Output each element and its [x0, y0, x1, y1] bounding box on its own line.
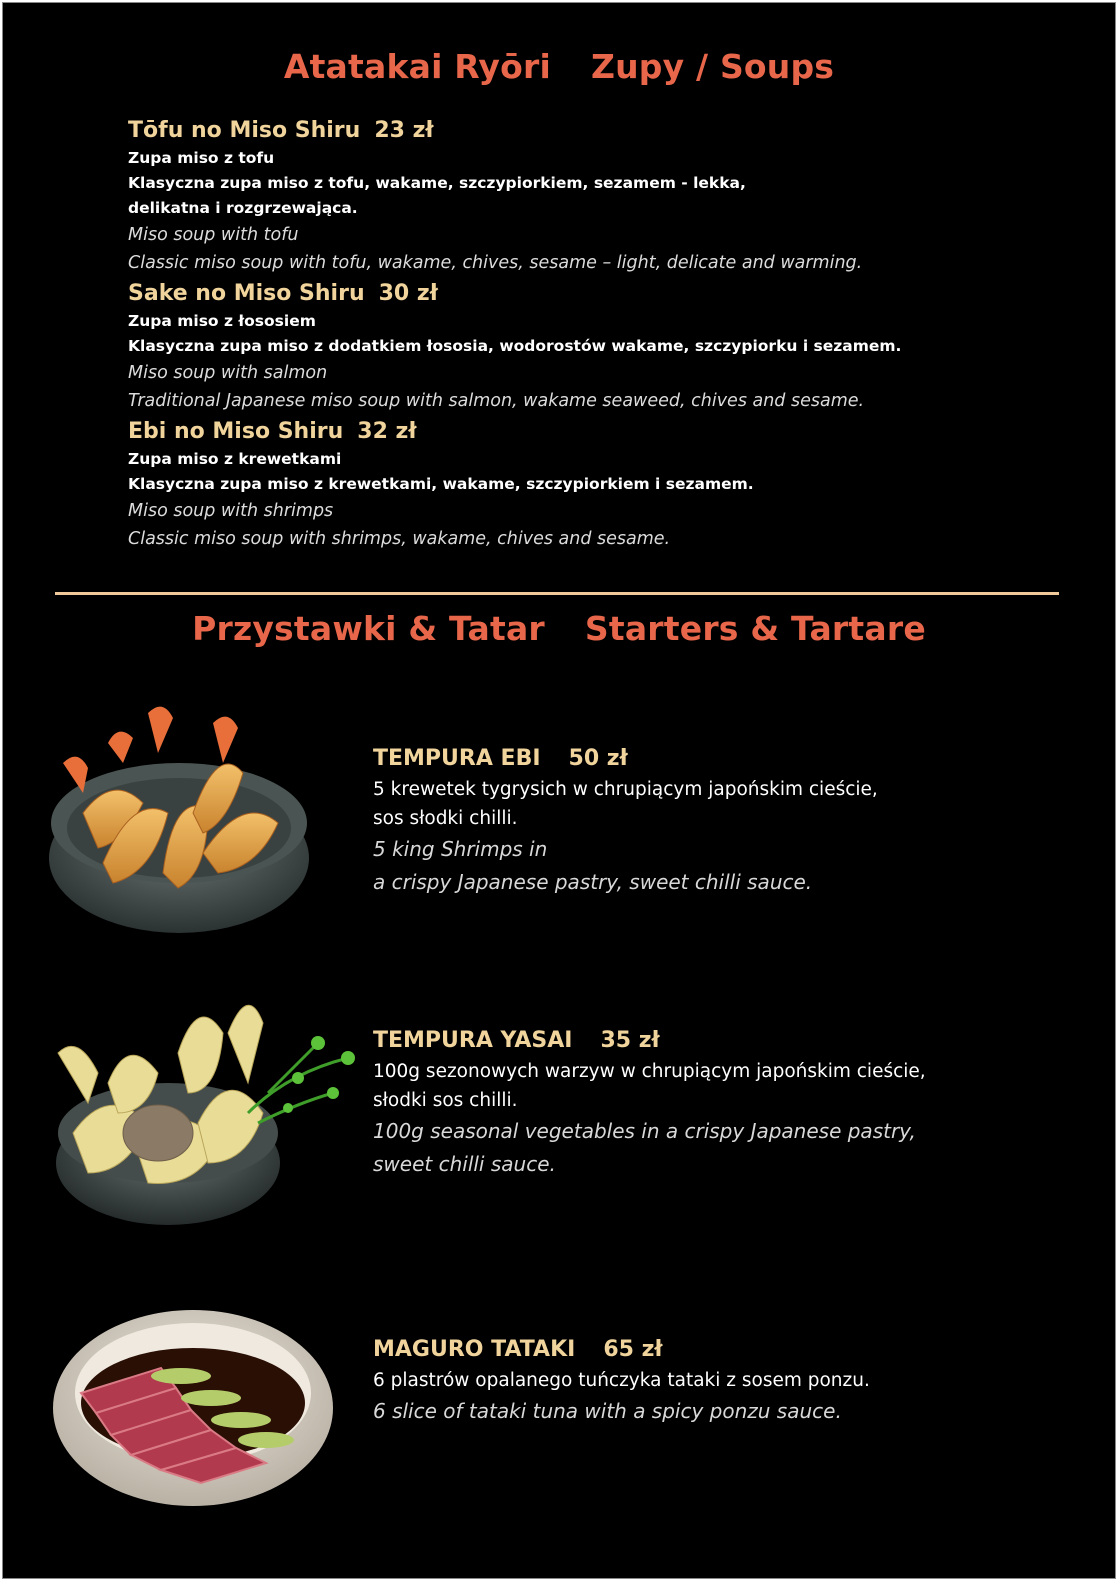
soup-item-tofu [128, 115, 1088, 277]
soup-en-name: Miso soup with shrimps [128, 501, 334, 521]
starters-title-en: Starters & Tartare [584, 609, 926, 648]
dish-name: TEMPURA YASAI [373, 1028, 573, 1053]
dish-tempura-ebi [373, 743, 1073, 899]
dish-heading [373, 743, 1073, 775]
soup-name: Tōfu no Miso Shiru [128, 118, 361, 143]
dish-pl-line: 100g sezonowych warzyw w chrupiącym japońskim cieście, [373, 1061, 926, 1082]
soup-price: 30 zł [378, 281, 438, 306]
soups-list [128, 115, 1088, 554]
soup-en-name: Miso soup with salmon [128, 363, 328, 383]
dish-price: 35 zł [600, 1028, 660, 1053]
soups-title-en: Zupy / Soups [590, 47, 835, 86]
soup-en-name: Miso soup with tofu [128, 225, 299, 245]
soups-title-pl: Atatakai Ryōri [283, 47, 551, 86]
soup-heading [128, 278, 1088, 309]
dish-pl-line: słodki sos chilli. [373, 1090, 518, 1111]
dish-maguro-tataki [373, 1334, 1073, 1428]
dish-en-line: 6 slice of tataki tuna with a spicy ponzu sauce. [373, 1399, 842, 1423]
dish-tempura-yasai [373, 1025, 1073, 1181]
dish-en-line: 5 king Shrimps in [373, 837, 548, 861]
soup-name: Sake no Miso Shiru [128, 281, 365, 306]
soup-en-description: Traditional Japanese miso soup with salmon, wakame seaweed, chives and sesame. [128, 391, 865, 411]
soup-item-salmon [128, 278, 1088, 415]
soup-price: 23 zł [374, 118, 434, 143]
soup-heading [128, 115, 1088, 146]
dish-en-line: a crispy Japanese pastry, sweet chilli sauce. [373, 870, 813, 894]
dish-en-line: 100g seasonal vegetables in a crispy Japanese pastry, [373, 1119, 916, 1143]
soup-pl-description: Klasyczna zupa miso z dodatkiem łososia, wodorostów wakame, szczypiorku i sezamem. [128, 337, 902, 355]
soup-heading [128, 416, 1088, 447]
soups-section-title [3, 47, 1115, 86]
dish-pl-line: 5 krewetek tygrysich w chrupiącym japońskim cieście, [373, 779, 878, 800]
dish-pl-line: 6 plastrów opalanego tuńczyka tataki z sosem ponzu. [373, 1370, 870, 1391]
fried-shrimp-bowl-image [43, 683, 323, 943]
soup-pl-name: Zupa miso z tofu [128, 149, 275, 167]
soup-pl-description: Klasyczna zupa miso z krewetkami, wakame, szczypiorkiem i sezamem. [128, 475, 754, 493]
dish-price: 50 zł [568, 746, 628, 771]
soup-en-description: Classic miso soup with tofu, wakame, chives, sesame – light, delicate and warming. [128, 253, 863, 273]
soup-name: Ebi no Miso Shiru [128, 419, 344, 444]
soup-pl-name: Zupa miso z łososiem [128, 312, 316, 330]
dish-name: MAGURO TATAKI [373, 1337, 576, 1362]
soup-pl-description: Klasyczna zupa miso z tofu, wakame, szczypiorkiem, sezamem - lekka, delikatna i rozgrzewająca. [128, 174, 746, 217]
soup-price: 32 zł [357, 419, 417, 444]
dish-name: TEMPURA EBI [373, 746, 541, 771]
vegetable-tempura-bowl-image [48, 973, 363, 1233]
starters-title-pl: Przystawki & Tatar [192, 609, 545, 648]
soup-en-description: Classic miso soup with shrimps, wakame, chives and sesame. [128, 529, 671, 549]
section-divider [55, 592, 1059, 595]
dish-pl-line: sos słodki chilli. [373, 808, 518, 829]
soup-pl-name: Zupa miso z krewetkami [128, 450, 342, 468]
tuna-tataki-bowl-image [51, 1298, 341, 1508]
menu-page [2, 2, 1116, 1579]
dish-en-line: sweet chilli sauce. [373, 1152, 556, 1176]
dish-heading [373, 1025, 1073, 1057]
dish-heading [373, 1334, 1073, 1366]
starters-section-title [3, 609, 1115, 648]
soup-item-shrimps [128, 416, 1088, 553]
dish-price: 65 zł [603, 1337, 663, 1362]
